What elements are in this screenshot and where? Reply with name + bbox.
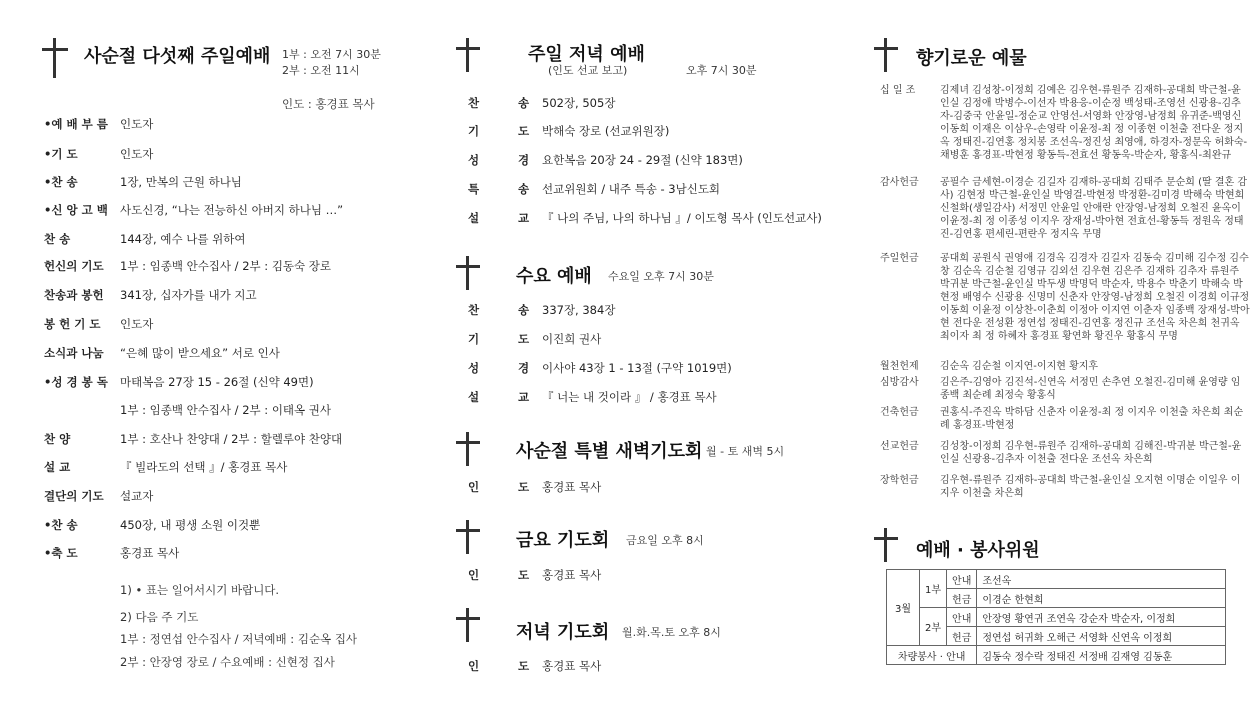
note-2: 2) 다음 주 기도 xyxy=(120,610,199,624)
item-value: 450장, 내 평생 소원 이것뿐 xyxy=(120,518,261,532)
dawn-prayer-time: 월 - 토 새벽 5시 xyxy=(706,445,785,458)
row-label: 찬 송 xyxy=(468,303,530,317)
offering-category: 주일헌금 xyxy=(880,253,919,264)
row-value: 이사야 43장 1 - 13절 (구약 1019면) xyxy=(542,361,732,375)
item-label: 찬 양 xyxy=(44,432,71,446)
offering-names: 공필수 금세현-이경순 김길자 김재하-공대희 김태주 문순희 (딸 결혼 감사) 김현정 박근철-윤인실 박영걸-박현정 박정환-김미경 박해숙 박현희 신철화(생일감사) 서정민 안윤일 안애란 안장영-남정희 오철진 윤옥이 이윤정-최 정 이종성 이지우 장재성-박아현 전효선-황동득 정원옥 정태진-김연홍 편세린-편란우 정지옥 무명 xyxy=(940,177,1248,240)
offering-category: 십 일 조 xyxy=(880,85,916,96)
cross-icon xyxy=(456,520,480,554)
item-label: •기 도 xyxy=(44,147,78,161)
weekday-prayer-time: 월.화.목.토 오후 8시 xyxy=(622,626,721,639)
vehicle-names-cell: 김동숙 정수락 정태진 서정배 김재영 김동훈 xyxy=(977,646,1226,665)
main-service-title: 사순절 다섯째 주일예배 xyxy=(84,46,271,67)
offering-names: 김순옥 김순철 이지연-이지현 황지후 xyxy=(940,361,1099,372)
row-label: 성 경 xyxy=(468,153,530,167)
cross-icon xyxy=(874,38,898,72)
row-value: 502장, 505장 xyxy=(542,96,616,110)
row-label: 설 교 xyxy=(468,390,530,404)
note-4: 2부 : 안장영 장로 / 수요예배 : 신현정 집사 xyxy=(120,655,335,669)
row-value: 홍경표 목사 xyxy=(542,480,602,494)
offering-names: 김제녀 김성창-이정희 김예은 김우현-류원주 김재하-공대희 박근철-윤인실 김정애 박병수-이선자 박용응-이순정 백성태-조영선 신광용-김추자-김중국 안윤일-정순교 안영선-서영화 안장영-남정희 유귀준-백영신 이동희 이재은 이삼우-손영락 이윤정-최 정 이종현 이천출 전다운 정지옥 정태진-김연홍 정치봉 조선옥-정진성 최영애, 하경자-정문옥 허화숙-채병훈 홍경표-박현정 황동득-전효선 황동욱-박순자, 황홍식-최완규 xyxy=(940,85,1248,161)
names-cell: 이경순 한현희 xyxy=(977,589,1226,608)
item-label: •예 배 부 름 xyxy=(44,117,108,131)
note-3: 1부 : 정연섭 안수집사 / 저녁예배 : 김순옥 집사 xyxy=(120,632,358,646)
volunteers-title: 예배 · 봉사위원 xyxy=(916,540,1040,561)
item-label: •찬 송 xyxy=(44,175,78,189)
row-value: 선교위원회 / 내주 특송 - 3남신도회 xyxy=(542,182,721,196)
item-label: 찬 송 xyxy=(44,232,71,246)
names-cell: 안장영 황연귀 조연옥 강순자 박순자, 이정희 xyxy=(977,608,1226,627)
offering-category: 장학헌금 xyxy=(880,475,919,486)
item-label: •신 앙 고 백 xyxy=(44,203,108,217)
item-label: 헌신의 기도 xyxy=(44,259,104,273)
table-row xyxy=(887,646,1226,665)
offering-names: 김우현-류원주 김재하-공대희 박근철-윤인실 오지현 이명순 이일우 이지우 이천출 차은희 xyxy=(940,475,1241,499)
leader-line: 인도 : 홍경표 목사 xyxy=(282,97,375,111)
cross-icon xyxy=(456,38,480,72)
item-value: 마태복음 27장 15 - 26절 (신약 49면) xyxy=(120,375,314,389)
dawn-prayer-title: 사순절 특별 새벽기도회 xyxy=(516,441,703,462)
names-cell: 정연섭 허귀화 오해근 서영화 신연옥 이정희 xyxy=(977,627,1226,646)
offering-category: 심방감사 xyxy=(880,377,919,388)
part-cell: 1부 xyxy=(920,570,947,608)
item-value: 인도자 xyxy=(120,317,154,331)
table-row xyxy=(887,570,1226,589)
item-value: 144장, 예수 나를 위하여 xyxy=(120,232,246,246)
offering-names: 권홍식-주진옥 박하담 신춘자 이윤정-최 정 이지우 이천출 차은희 최순례 홍경표-박현정 xyxy=(940,407,1244,431)
row-value: 박해숙 장로 (선교위원장) xyxy=(542,124,670,138)
item-label: 결단의 기도 xyxy=(44,489,104,503)
item-label: 소식과 나눔 xyxy=(44,346,104,360)
note-1: 1) • 표는 일어서시기 바랍니다. xyxy=(120,583,280,597)
offering-names: 김성창-이정희 김우현-류원주 김재하-공대희 김해진-박귀분 박근철-윤인실 신광용-김추자 이천출 전다운 조선옥 차은희 xyxy=(940,441,1242,465)
offering-names: 공대희 공원식 권영애 김경옥 김경자 김길자 김동숙 김미해 김수정 김수창 김순옥 김순철 김영규 김외선 김우현 김은주 김재하 김추자 류원주 박귀분 박근철-윤인실 박두생 박명덕 박순자, 박용수 박춘기 박해숙 박현정 배영수 신광용 신명미 신춘자 안장영-남정희 오철진 이경희 이규정 이동희 이윤정 이상찬-이춘희 이정아 이지연 이춘자 임종백 장재성-박아현 전다운 전성환 정연섭 정태진-김연홍 정진규 조선옥 차은희 천귀옥 최이자 최 정 하혜자 홍경표 황연화 황진우 황홍식 무명 xyxy=(940,253,1250,342)
offering-category: 건축헌금 xyxy=(880,407,919,418)
evening-time: 오후 7시 30분 xyxy=(686,64,757,77)
wednesday-service-title: 수요 예배 xyxy=(516,266,592,287)
names-cell: 조선옥 xyxy=(977,570,1226,589)
part-cell: 2부 xyxy=(920,608,947,646)
item-label: 찬송과 봉헌 xyxy=(44,288,104,302)
item-label: 설 교 xyxy=(44,460,71,474)
item-value: 설교자 xyxy=(120,489,154,503)
evening-subtitle: (인도 선교 보고) xyxy=(548,64,628,77)
friday-prayer-time: 금요일 오후 8시 xyxy=(626,534,704,547)
item-value: 1부 : 호산나 찬양대 / 2부 : 할렐루야 찬양대 xyxy=(120,432,343,446)
item-value: 1부 : 임종백 안수집사 / 2부 : 김동숙 장로 xyxy=(120,259,332,273)
row-value: 337장, 384장 xyxy=(542,303,616,317)
item-value: 사도신경, “나는 전능하신 아버지 하나님 …” xyxy=(120,203,344,217)
role-cell: 헌금 xyxy=(947,627,977,646)
row-label: 특 송 xyxy=(468,182,530,196)
row-value: 『 너는 내 것이라 』 / 홍경표 목사 xyxy=(542,390,717,404)
service-time-1: 1부 : 오전 7시 30분 xyxy=(282,48,381,61)
item-value: 홍경표 목사 xyxy=(120,546,180,560)
row-label: 찬 송 xyxy=(468,96,530,110)
row-label: 인 도 xyxy=(468,480,530,494)
role-cell: 헌금 xyxy=(947,589,977,608)
offering-category: 감사헌금 xyxy=(880,177,919,188)
table-row xyxy=(887,608,1226,627)
offering-category: 월천헌제 xyxy=(880,361,919,372)
role-cell: 안내 xyxy=(947,570,977,589)
offering-category: 선교헌금 xyxy=(880,441,919,452)
weekday-prayer-title: 저녁 기도회 xyxy=(516,622,610,643)
row-value: 『 나의 주님, 나의 하나님 』/ 이도형 목사 (인도선교사) xyxy=(542,211,822,225)
row-value: 홍경표 목사 xyxy=(542,659,602,673)
row-label: 인 도 xyxy=(468,568,530,582)
volunteers-table xyxy=(886,569,1226,665)
row-value: 요한복음 20장 24 - 29절 (신약 183면) xyxy=(542,153,743,167)
month-cell: 3월 xyxy=(887,570,920,646)
row-label: 성 경 xyxy=(468,361,530,375)
row-value: 이진희 권사 xyxy=(542,332,602,346)
item-value: 1장, 만복의 근원 하나님 xyxy=(120,175,242,189)
row-label: 기 도 xyxy=(468,332,530,346)
cross-icon xyxy=(456,432,480,466)
cross-icon xyxy=(456,256,480,290)
item-label: •성 경 봉 독 xyxy=(44,375,108,389)
offering-names: 김은주-김영아 김진석-신연옥 서정민 손추연 오철진-김미해 윤영량 임종백 최순례 최정숙 황홍식 xyxy=(940,377,1241,401)
cross-icon xyxy=(874,528,898,562)
item-label: 봉 헌 기 도 xyxy=(44,317,101,331)
row-value: 홍경표 목사 xyxy=(542,568,602,582)
item-label: •찬 송 xyxy=(44,518,78,532)
item-value: “은혜 많이 받으세요” 서로 인사 xyxy=(120,346,280,360)
role-cell: 안내 xyxy=(947,608,977,627)
item-value: 인도자 xyxy=(120,147,154,161)
offerings-title: 향기로운 예물 xyxy=(916,48,1027,69)
item-value: 『 빌라도의 선택 』/ 홍경표 목사 xyxy=(120,460,288,474)
item-label: •축 도 xyxy=(44,546,78,560)
service-time-2: 2부 : 오전 11시 xyxy=(282,64,360,77)
cross-icon xyxy=(42,38,68,78)
friday-prayer-title: 금요 기도회 xyxy=(516,530,610,551)
item-value: 인도자 xyxy=(120,117,154,131)
item-value: 1부 : 임종백 안수집사 / 2부 : 이태옥 권사 xyxy=(120,403,332,417)
row-label: 설 교 xyxy=(468,211,530,225)
row-label: 기 도 xyxy=(468,124,530,138)
evening-service-title: 주일 저녁 예배 xyxy=(528,44,645,65)
vehicle-label-cell: 차량봉사 · 안내 xyxy=(887,646,977,665)
cross-icon xyxy=(456,608,480,642)
item-value: 341장, 십자가를 내가 지고 xyxy=(120,288,257,302)
row-label: 인 도 xyxy=(468,659,530,673)
wednesday-time: 수요일 오후 7시 30분 xyxy=(608,270,714,283)
